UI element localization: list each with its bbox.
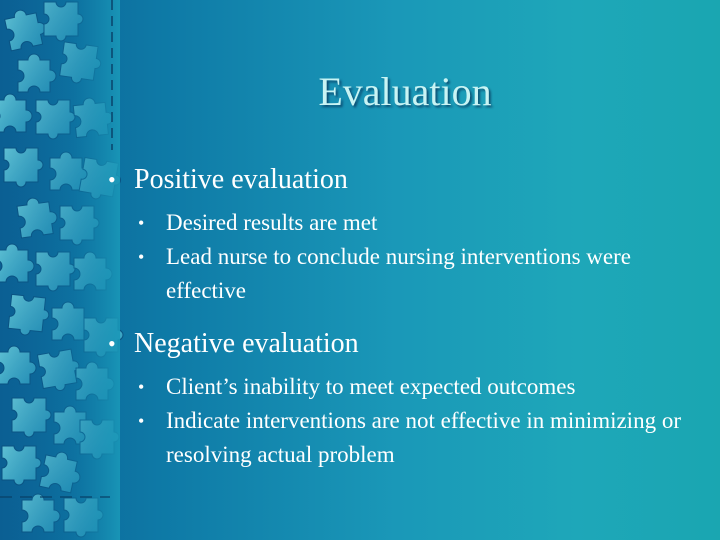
sub-bullet-text: Desired results are met xyxy=(166,210,378,235)
bullet-glyph: • xyxy=(138,411,145,431)
sub-bullet-text: Client’s inability to meet expected outcomes xyxy=(166,374,576,399)
slide-body xyxy=(108,162,708,472)
bullet-text: Negative evaluation xyxy=(134,328,359,359)
bullet-glyph: • xyxy=(138,377,145,397)
bullet-glyph: • xyxy=(108,331,116,356)
bullet-glyph: • xyxy=(138,247,145,267)
sub-bullet xyxy=(138,206,708,240)
slide-title: Evaluation xyxy=(318,69,492,114)
bullet-negative-evaluation xyxy=(108,326,708,362)
sub-bullet-text: Lead nurse to conclude nursing interventions were effective xyxy=(166,244,631,303)
bullet-glyph: • xyxy=(138,213,145,233)
sub-bullet xyxy=(138,370,708,404)
bullet-glyph: • xyxy=(108,167,116,192)
sub-bullet xyxy=(138,240,708,308)
bullet-text: Positive evaluation xyxy=(134,164,348,195)
bullet-positive-evaluation xyxy=(108,162,708,198)
sub-bullet-text: Indicate interventions are not effective in minimizing or resolving actual problem xyxy=(166,408,681,467)
sub-bullet xyxy=(138,404,708,472)
sub-list-negative xyxy=(138,370,708,472)
sub-list-positive xyxy=(138,206,708,308)
